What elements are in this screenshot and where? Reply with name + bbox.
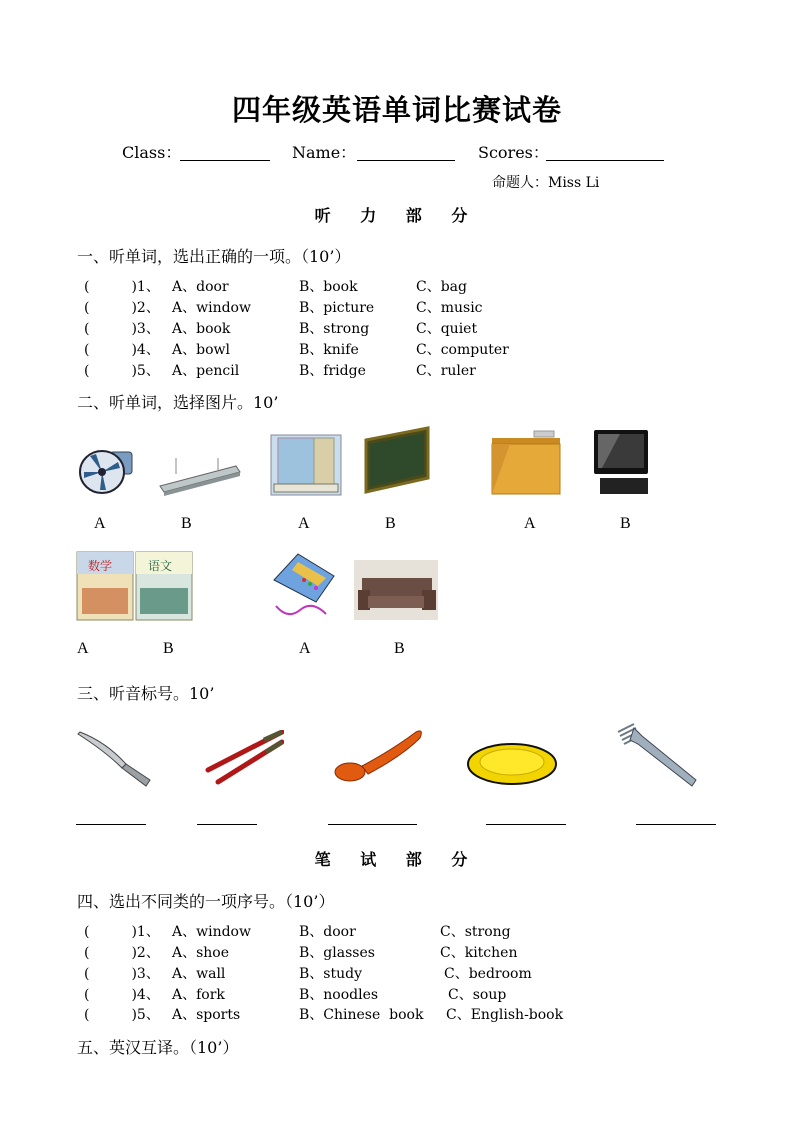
q1-row bbox=[84, 318, 724, 339]
q2-label: A bbox=[77, 640, 89, 657]
q4-row-num[interactable]: ( )1、 bbox=[84, 924, 160, 940]
q2-label: A bbox=[299, 640, 311, 657]
knife-icon[interactable] bbox=[76, 728, 152, 788]
answer-blank[interactable] bbox=[197, 824, 257, 825]
q2-label: B bbox=[163, 640, 174, 657]
q5-title: 五、英汉互译。（10’） bbox=[77, 1038, 239, 1057]
q2-label: A bbox=[524, 515, 536, 532]
tv-icon[interactable] bbox=[590, 428, 652, 496]
answer-blank[interactable] bbox=[486, 824, 566, 825]
class-label: Class： bbox=[122, 143, 182, 162]
q4-option-c: C、English-book bbox=[446, 1007, 564, 1023]
q4-option-c: C、kitchen bbox=[440, 945, 518, 961]
q1-row bbox=[84, 339, 724, 360]
q4-option-b: B、Chinese book bbox=[299, 1007, 424, 1023]
q1-row-num[interactable]: ( )2、 bbox=[84, 300, 160, 316]
q4-option-b: B、noodles bbox=[299, 987, 379, 1003]
q1-option-c: C、quiet bbox=[416, 321, 478, 337]
q1-option-b: B、picture bbox=[299, 300, 375, 316]
name-label: Name： bbox=[292, 143, 357, 162]
svg-text:数学: 数学 bbox=[88, 559, 113, 573]
q1-option-b: B、book bbox=[299, 279, 358, 295]
q1-row bbox=[84, 276, 724, 297]
desk-icon[interactable] bbox=[490, 430, 562, 496]
class-field[interactable] bbox=[180, 142, 270, 161]
q1-option-c: C、ruler bbox=[416, 363, 476, 379]
plate-icon[interactable] bbox=[466, 742, 558, 786]
q4-option-a: A、fork bbox=[172, 987, 225, 1003]
q1-row bbox=[84, 297, 724, 318]
q1-option-a: A、door bbox=[172, 279, 229, 295]
q4-option-b: B、glasses bbox=[299, 945, 375, 961]
page-title: 四年级英语单词比赛试卷 bbox=[231, 93, 562, 127]
q2-label: A bbox=[94, 515, 106, 532]
q2-label: A bbox=[298, 515, 310, 532]
q2-label: B bbox=[181, 515, 192, 532]
q2-label: B bbox=[620, 515, 631, 532]
q1-option-c: C、music bbox=[416, 300, 483, 316]
listening-section-title: 听 力 部 分 bbox=[314, 206, 480, 225]
q4-option-c: C、soup bbox=[448, 987, 507, 1003]
q4-row bbox=[84, 921, 724, 942]
fan-icon[interactable] bbox=[76, 446, 134, 496]
q2-title: 二、听单词，选择图片。10’ bbox=[77, 393, 279, 412]
q1-option-a: A、book bbox=[172, 321, 231, 337]
q4-option-b: B、study bbox=[299, 966, 362, 982]
q4-row bbox=[84, 984, 724, 1005]
q2-label: B bbox=[385, 515, 396, 532]
q1-option-a: A、window bbox=[172, 300, 251, 316]
q1-row-num[interactable]: ( )3、 bbox=[84, 321, 160, 337]
blackboard-icon[interactable] bbox=[362, 426, 432, 496]
writing-section-title: 笔 试 部 分 bbox=[314, 850, 480, 869]
chopsticks-icon[interactable] bbox=[204, 730, 284, 786]
q1-row-num[interactable]: ( )4、 bbox=[84, 342, 160, 358]
phone-icon[interactable] bbox=[268, 550, 340, 620]
author: 命题人：Miss Li bbox=[492, 175, 600, 191]
q4-row-num[interactable]: ( )2、 bbox=[84, 945, 160, 961]
answer-blank[interactable] bbox=[636, 824, 716, 825]
q4-row-num[interactable]: ( )4、 bbox=[84, 987, 160, 1003]
books-icon[interactable] bbox=[76, 550, 194, 622]
spoon-icon[interactable] bbox=[332, 726, 424, 784]
q4-option-a: A、wall bbox=[172, 966, 226, 982]
q1-option-b: B、knife bbox=[299, 342, 359, 358]
q1-option-a: A、pencil bbox=[172, 363, 240, 379]
q4-option-a: A、window bbox=[172, 924, 251, 940]
fork-icon[interactable] bbox=[614, 722, 700, 788]
q4-option-c: C、strong bbox=[440, 924, 511, 940]
q4-option-a: A、sports bbox=[172, 1007, 241, 1023]
q1-option-b: B、fridge bbox=[299, 363, 366, 379]
q4-title: 四、选出不同类的一项序号。（10’） bbox=[77, 892, 335, 911]
q1-row-num[interactable]: ( )5、 bbox=[84, 363, 160, 379]
light-tube-icon[interactable] bbox=[156, 456, 242, 496]
scores-field[interactable] bbox=[546, 142, 664, 161]
name-field[interactable] bbox=[357, 142, 455, 161]
q4-row-num[interactable]: ( )3、 bbox=[84, 966, 160, 982]
window-icon[interactable] bbox=[270, 434, 342, 496]
q2-label: B bbox=[394, 640, 405, 657]
q1-option-c: C、computer bbox=[416, 342, 509, 358]
q1-option-a: A、bowl bbox=[172, 342, 230, 358]
q4-row bbox=[84, 942, 724, 963]
q1-option-c: C、bag bbox=[416, 279, 467, 295]
q1-row-num[interactable]: ( )1、 bbox=[84, 279, 160, 295]
q3-title: 三、听音标号。10’ bbox=[77, 684, 215, 703]
q4-option-c: C、bedroom bbox=[444, 966, 532, 982]
q4-row-num[interactable]: ( )5、 bbox=[84, 1007, 160, 1023]
q1-option-b: B、strong bbox=[299, 321, 370, 337]
sofa-icon[interactable] bbox=[354, 560, 438, 620]
q1-title: 一、听单词，选出正确的一项。（10’） bbox=[77, 247, 351, 266]
q4-row bbox=[84, 1004, 724, 1025]
q1-row bbox=[84, 360, 724, 381]
q4-option-a: A、shoe bbox=[172, 945, 230, 961]
scores-label: Scores： bbox=[478, 143, 549, 162]
svg-text:语文: 语文 bbox=[148, 559, 173, 573]
q4-option-b: B、door bbox=[299, 924, 356, 940]
answer-blank[interactable] bbox=[76, 824, 146, 825]
answer-blank[interactable] bbox=[328, 824, 417, 825]
q4-row bbox=[84, 963, 724, 984]
